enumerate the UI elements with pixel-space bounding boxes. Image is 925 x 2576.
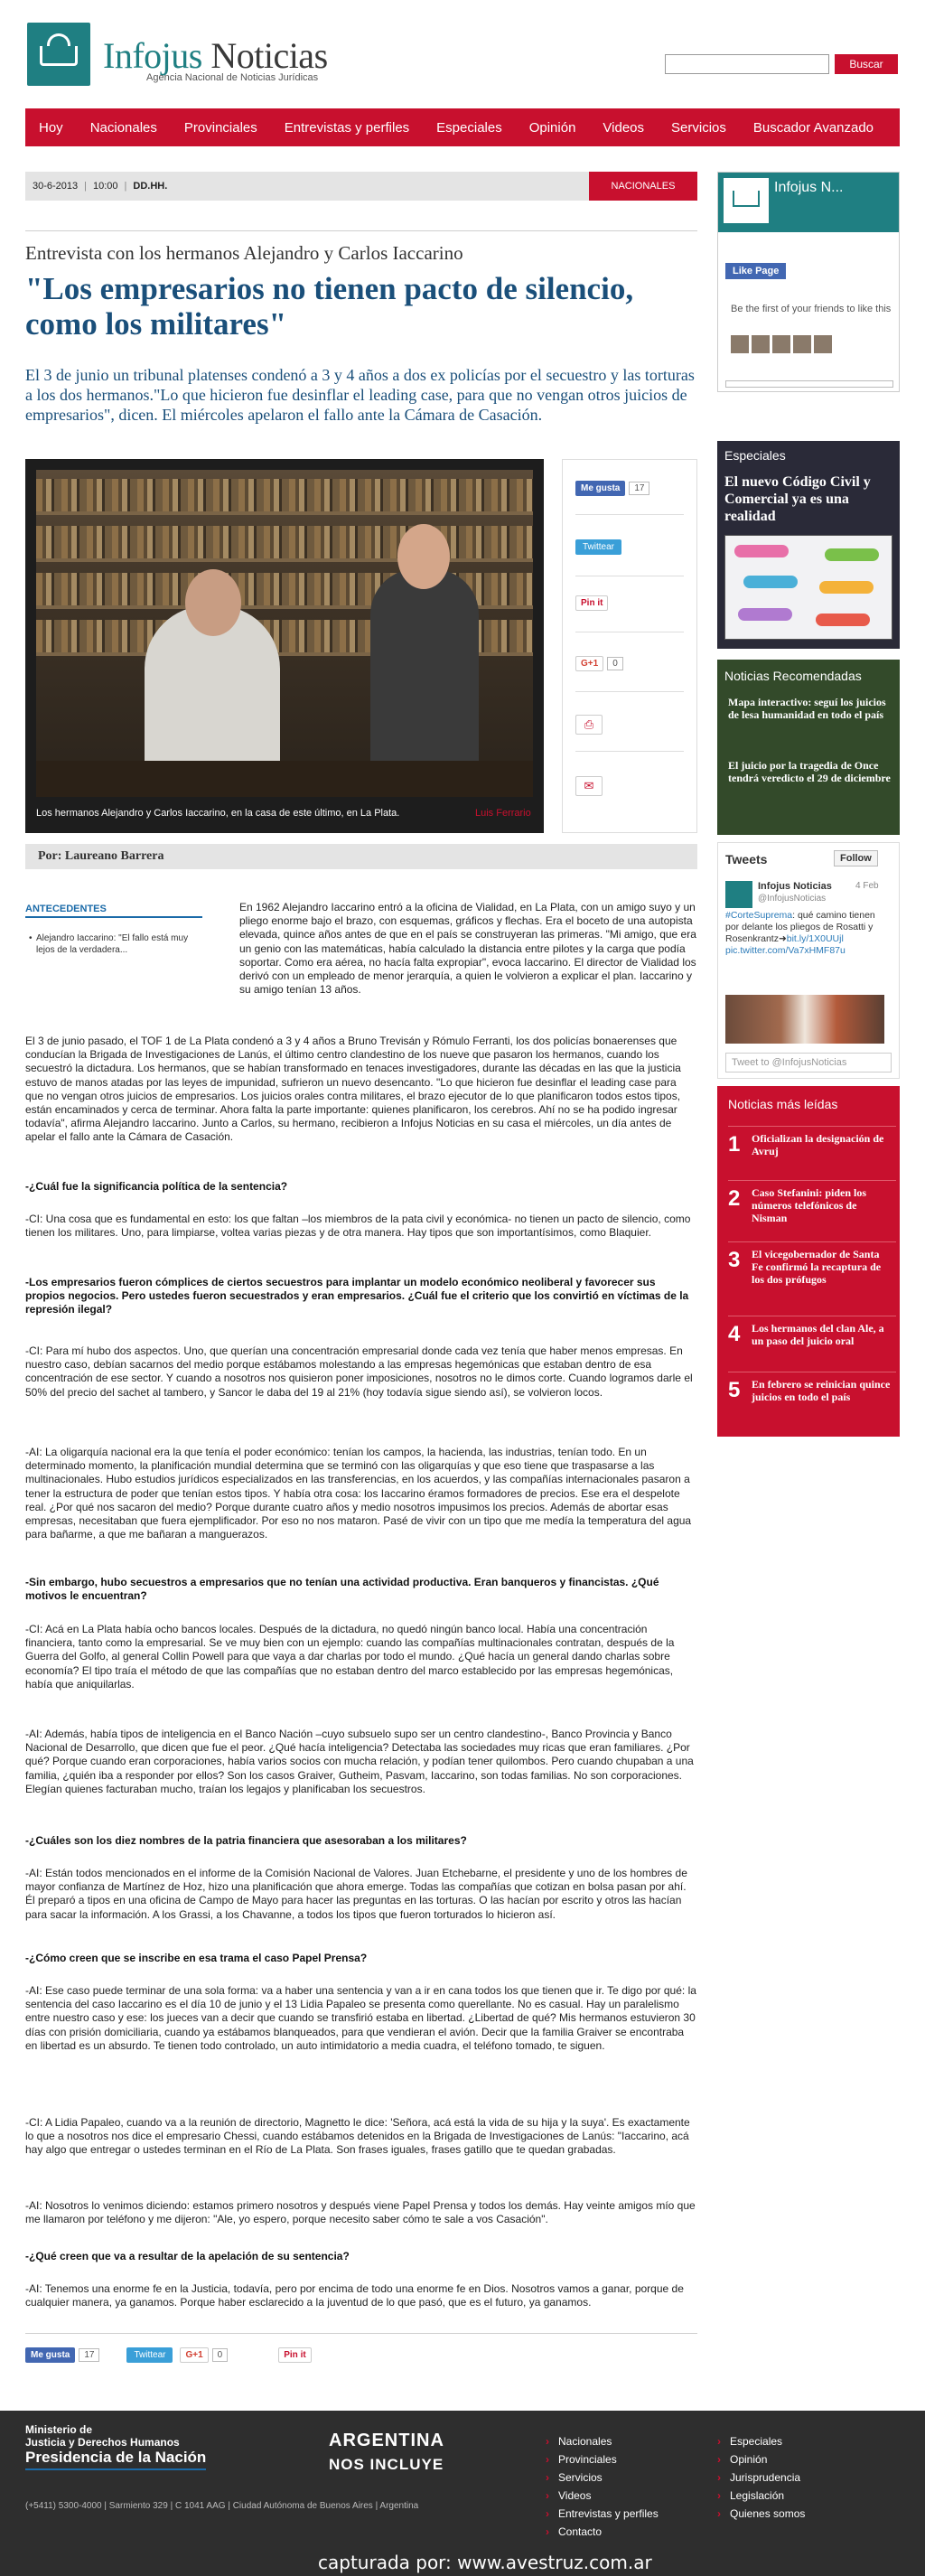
question-4: -¿Cuáles son los diez nombres de la patria financiera que asesoraban a los militares?	[25, 1834, 467, 1847]
most-read-title[interactable]: Los hermanos del clan Ale, a un paso del juicio oral	[752, 1322, 884, 1347]
antecedentes-rule	[25, 916, 202, 918]
answer-6: -AI: Están todos mencionados en el informe de la Comisión Nacional de Valores. Juan Etchebarne, el presidente y uno de los hombres de mayor confianza de Martínez de Hoz, hizo una planificación que ahora emerge. Todas las compañías que cotizan en bolsa pasan por ahí. Él preparó a tipos en una oficina de Campo de Mayo para hacer las preguntas en las torturas. O las hacían por escrito y otros las hacían para sacar la información. A los Grassi, a los Chavanne, a todos los tipos que fueron torturados lo hicieron así.	[25, 1867, 687, 1921]
gplus-count-bottom: 0	[212, 2348, 229, 2362]
answer-8: -CI: A Lidia Papaleo, cuando va a la reunión de directorio, Magnetto le dice: 'Señora, acá está la vida de su hija y la suya'. Es exactamente lo que a nosotros nos dice el empresario Chessi, cuando estábamos detenidos en la Brigada de Investigaciones de Lanús: "Iaccarino, acá hay algo que entregar o ustedes terminan en el Río de La Plata. Son frases iguales, frases gatillo que te quedan grabadas.	[25, 2116, 690, 2157]
footer-links-1	[546, 2432, 659, 2541]
tweet-link-2[interactable]: pic.twitter.com/Va7xHMF87u	[725, 945, 846, 956]
tweet-hashtag[interactable]: #CorteSuprema	[725, 910, 793, 921]
answer-3: -AI: La oligarquía nacional era la que tenía el poder económico: tenían los campos, la hacienda, las industrias, tenían todo. En un determinado momento, la planificación mundial determina que se terminó con las oligarquías y que eso tiene que traspasarse a las multinacionales. Hubo estudios jurídicos especializados en las transferencias, en los acuerdos, y las compañías internacionales pasaron a tener la estructura de poder que tenían estos tipos. Y había otra cosa: los Iaccarino éramos formadores de precios. Ese era el despelote real. ¿Por qué nos sacaron del medio? Porque durante cuatro años y medio nosotros impusimos los precios. Además de abortar esas empresas, necesitaban que fuera ejemplificador. Por eso no nos mataron. Pasé de vivir con un tipo que me medía la temperatura del agua para bañarme, a que me bañaran a manguerazos.	[25, 1446, 692, 1541]
brand-subtitle: Agencia Nacional de Noticias Jurídicas	[146, 72, 319, 83]
brand-b: Noticias	[210, 35, 328, 76]
capture-credit: capturada por: www.avestruz.com.ar	[318, 2552, 652, 2573]
twitter-follow-button[interactable]: Follow	[834, 850, 878, 866]
especiales-header: Especiales	[724, 448, 786, 463]
footer-link[interactable]: › Provinciales	[546, 2450, 659, 2468]
nav-buscador[interactable]: Buscador Avanzado	[752, 119, 874, 136]
tweet-text	[725, 910, 884, 957]
nav-provinciales[interactable]: Provinciales	[183, 119, 257, 136]
pinit-button[interactable]: Pin it	[575, 595, 608, 611]
footer-ministry[interactable]: Ministerio de Justicia y Derechos Humanos	[25, 2423, 180, 2449]
fb-page-logo	[724, 178, 769, 223]
article-section[interactable]: DD.HH.	[133, 181, 168, 192]
gplus-count: 0	[607, 657, 623, 670]
fb-count: 17	[629, 482, 649, 495]
footer-address: (+5411) 5300-4000 | Sarmiento 329 | C 1041 AAG | Ciudad Autónoma de Buenos Aires | Argentina	[25, 2501, 419, 2511]
tweet-link-1[interactable]: bit.ly/1X0UUjl	[786, 933, 844, 944]
antecedentes-title: ANTECEDENTES	[25, 904, 107, 914]
photo-caption: Los hermanos Alejandro y Carlos Iaccarino, en la casa de este último, en La Plata.	[36, 808, 400, 819]
most-read-number: 2	[728, 1186, 741, 1211]
most-read-title[interactable]: Oficializan la designación de Avruj	[752, 1132, 884, 1157]
most-read-number: 1	[728, 1132, 741, 1157]
most-read-item-5[interactable]	[728, 1372, 896, 1428]
especiales-widget[interactable]	[717, 441, 900, 649]
tweet-button[interactable]: Twittear	[575, 539, 621, 555]
question-3: -Sin embargo, hubo secuestros a empresarios que no tenían una actividad productiva. Eran banqueros y financistas. ¿Qué motivos le encuentran?	[25, 1576, 659, 1603]
tweet-date[interactable]: 4 Feb	[855, 881, 879, 891]
mas-leidas-widget	[717, 1086, 900, 1437]
body-p1: En 1962 Alejandro Iaccarino entró a la oficina de Vialidad, en La Plata, con un amigo suyo y un pliego enorme bajo el brazo, con esquemas, gráficos y flechas. Era el boceto de una autopista elevada, quince años antes de que en el país se construyeran las primeras. "Mi amigo, que era un genio con las matemáticas, había calculado la distancia entre pilotes y la carga que podía soportar. Como era aérea, no hacía falta expropiar", evoca Iaccarino. El director de Vialidad los derivó con un empleado de menor jerarquía, a quien le volvieron a explicar el plan. Iaccarino y su amigo tenían 13 años.	[239, 901, 696, 997]
fb-count-bottom: 17	[79, 2348, 99, 2362]
most-read-number: 4	[728, 1322, 741, 1346]
tweet-to-input[interactable]: Tweet to @InfojusNoticias	[725, 1053, 892, 1073]
facebook-widget	[717, 172, 900, 392]
nav-entrevistas[interactable]: Entrevistas y perfiles	[284, 119, 410, 136]
logo-icon[interactable]	[27, 23, 90, 86]
footer-link[interactable]: › Entrevistas y perfiles	[546, 2505, 659, 2523]
share-column	[562, 459, 697, 833]
most-read-item-4[interactable]	[728, 1316, 896, 1372]
answer-1: -CI: Una cosa que es fundamental en esto: los que faltan –los miembros de la pata civil y económica- no tienen un pacto de silencio, como tienen los militares. Uno, para limpiarse, voltea varias piezas y de otra manera. Hay tipos que son importantísimos, como Blaquier.	[25, 1213, 691, 1240]
nav-servicios[interactable]: Servicios	[671, 119, 726, 136]
most-read-item-1[interactable]	[728, 1126, 896, 1180]
article-meta: 30-6-2013 | 10:00 | DD.HH.	[25, 172, 697, 201]
search-button[interactable]: Buscar	[835, 54, 898, 74]
footer-link[interactable]: › Opinión	[717, 2450, 805, 2468]
article-lead: El 3 de junio un tribunal platenses condenó a 3 y 4 años a dos ex policías por el secuestro y las torturas a los dos hermanos."Lo que hicieron fue desinflar el leading case, para que no vengan otros juicios de empresarios", dicen. El miércoles apelaron el fallo ante la Cámara de Casación.	[25, 366, 695, 424]
fb-like-share[interactable]	[575, 482, 649, 495]
twitter-name[interactable]: Infojus Noticias	[758, 881, 832, 892]
site-header	[25, 18, 900, 90]
footer-link[interactable]: › Jurisprudencia	[717, 2468, 805, 2487]
nav-opinion[interactable]: Opinión	[528, 119, 576, 136]
most-read-number: 3	[728, 1248, 741, 1272]
most-read-item-2[interactable]	[728, 1180, 896, 1241]
answer-5: -AI: Además, había tipos de inteligencia en el Banco Nación –cuyo subsuelo supo ser un centro clandestino-, Banco Provincia y Banco Nacional de Desarrollo, que dicen que fue el peor. ¿Qué hacía inteligencia? Detectaba las sociedades muy ricas que eran familiares. ¿Por qué? Porque cuando eran corporaciones, había varios socios con mucha relación, y podían tener quilombos. Pero cuando chupaban a una familia, ¿quién iba a responder por ellos? Son los casos Graiver, Gutheim, Pasvam, Iaccarino, son todas familias. No son corporaciones. Elegían quienes facturaban mucho, traían los legajos y planificaban los secuestros.	[25, 1728, 694, 1795]
recommended-link-2[interactable]: El juicio por la tragedia de Once tendrá veredicto el 29 de diciembre	[728, 759, 891, 784]
twitter-avatar[interactable]	[725, 881, 752, 908]
tweets-header: Tweets	[725, 852, 768, 866]
footer-link[interactable]: › Especiales	[717, 2432, 805, 2450]
most-read-title[interactable]: Caso Stefanini: piden los números telefónicos de Nisman	[752, 1186, 867, 1224]
article-date: 30-6-2013	[33, 181, 79, 192]
question-5: -¿Cómo creen que se inscribe en esa trama el caso Papel Prensa?	[25, 1952, 368, 1964]
section-tag-button[interactable]: NACIONALES	[589, 172, 697, 201]
nav-videos[interactable]: Videos	[603, 119, 645, 136]
main-nav	[25, 108, 900, 146]
question-1: -¿Cuál fue la significancia política de la sentencia?	[25, 1180, 288, 1193]
mas-leidas-header: Noticias más leídas	[728, 1097, 838, 1111]
fb-friend-faces	[731, 335, 832, 353]
brand-logo[interactable]	[103, 34, 328, 77]
fb-page-title: Infojus N...	[774, 180, 844, 195]
bottom-share	[25, 2347, 312, 2363]
recomendadas-header: Noticias Recomendadas	[724, 669, 862, 683]
footer-link[interactable]: › Servicios	[546, 2468, 659, 2487]
nav-especiales[interactable]: Especiales	[436, 119, 502, 136]
recommended-link-1[interactable]: Mapa interactivo: seguí los juicios de lesa humanidad en todo el país	[728, 696, 886, 721]
answer-10: -AI: Tenemos una enorme fe en la Justicia, todavía, pero por encima de todo una enorme fe en Dios. Nosotros vamos a ganar, porque de cualquier manera, ya ganamos. Porque haber esclarecido a la juventud de lo que pasó, que es el futuro, ya ganamos.	[25, 2282, 684, 2309]
answer-4: -CI: Acá en La Plata había ocho bancos locales. Después de la dictadura, no quedó ningún banco local. Había una concentración financiera, tanto como la empresarial. Se ve muy bien con un ejemplo: cuando las compañías multinacionales contratan, después de la Guerra del Golfo, al general Collin Powell para que vaya a dar charlas por todo el mundo. ¿Qué hacía un general dando charlas sobre economía? El tipo traía el método de que las compañías que no estaban dentro del marco establecido por las empresas hegemónicas, había que aniquilarlas.	[25, 1623, 675, 1691]
footer-presidency[interactable]: Presidencia de la Nación	[25, 2449, 206, 2470]
photo-image	[36, 470, 533, 797]
twitter-widget	[717, 842, 900, 1079]
footer-link[interactable]: › Videos	[546, 2487, 659, 2505]
email-icon[interactable]: ✉	[575, 776, 603, 796]
footer-links-2	[717, 2432, 805, 2523]
tweet-body: : qué camino tienen por delante los pliegos de Rosatti y Rosenkrantz➜	[725, 910, 875, 944]
most-read-number: 5	[728, 1378, 741, 1402]
question-2: -Los empresarios fueron cómplices de ciertos secuestros para implantar un modelo económico neoliberal y favorecer sus propios negocios. Pero ustedes fueron secuestrados y eran empresarios. ¿Cuál fue el criterio que los convirtió en víctimas de la represión ilegal?	[25, 1276, 689, 1316]
fb-page-banner[interactable]	[718, 173, 899, 232]
footer-link[interactable]: › Quienes somos	[717, 2505, 805, 2523]
most-read-item-3[interactable]	[728, 1241, 896, 1316]
tweet-button-bottom[interactable]: Twittear	[126, 2347, 173, 2363]
article-author: Por: Laureano Barrera	[25, 844, 697, 869]
fb-first-text: Be the first of your friends to like this	[731, 304, 892, 314]
footer-argentina: ARGENTINA	[329, 2431, 444, 2450]
article-time: 10:00	[93, 181, 118, 192]
site-footer	[0, 2411, 925, 2576]
fb-like-button-bottom[interactable]: Me gusta	[25, 2347, 75, 2363]
most-read-title[interactable]: El vicegobernador de Santa Fe confirmó la recaptura de los dos prófugos	[752, 1248, 882, 1286]
footer-link[interactable]: › Legislación	[717, 2487, 805, 2505]
especiales-title[interactable]: El nuevo Código Civil y Comercial ya es una realidad	[724, 474, 871, 524]
answer-7: -AI: Ese caso puede terminar de una sola forma: va a haber una sentencia y van a ir en cana todos los que tienen que ir. Te digo por qué: la sentencia del caso Iaccarino es el día 10 de junio y el 13 Lidia Papaleo se presenta como querellante. No es casual. Hay un paralelismo entre nuestro caso y ese: los jueces van a decir que cuando se transfirió estaba en libertad. ¿Libertad de qué? Mis hermanos estuvieron 30 días con prisión domiciliaria, cuando ya estábamos blanqueados, para que vendieran el avión. Decir que la familia Graiver se encontraba en libertad es un absurdo. Te tienen todo controlado, un auto intimidatorio a media cuadra, el teléfono tomado, te siguen.	[25, 1984, 696, 2052]
print-icon[interactable]: ⎙	[575, 715, 603, 735]
divider	[25, 230, 697, 231]
search-input[interactable]	[665, 54, 829, 74]
fb-scrollbar[interactable]	[725, 380, 893, 388]
pinit-button-bottom[interactable]: Pin it	[278, 2347, 311, 2363]
footer-link[interactable]: › Nacionales	[546, 2432, 659, 2450]
tweet-image[interactable]	[725, 995, 884, 1044]
fb-like-button[interactable]: Me gusta	[575, 481, 625, 496]
footer-link[interactable]: › Contacto	[546, 2523, 659, 2541]
article-photo	[25, 459, 544, 833]
question-6: -¿Qué creen que va a resultar de la apelación de su sentencia?	[25, 2250, 350, 2262]
photo-credit: Luis Ferrario	[475, 808, 531, 819]
divider	[25, 2333, 697, 2334]
article-headline: "Los empresarios no tienen pacto de silencio, como los militares"	[25, 271, 634, 342]
recomendadas-widget	[717, 660, 900, 835]
antecedentes-link[interactable]: • Alejandro Iaccarino: "El fallo está muy lejos de la verdadera...	[36, 932, 199, 956]
article-kicker: Entrevista con los hermanos Alejandro y Carlos Iaccarino	[25, 242, 463, 264]
nav-hoy[interactable]: Hoy	[39, 119, 63, 136]
twitter-handle[interactable]: @InfojusNoticias	[758, 894, 827, 904]
answer-9: -AI: Nosotros lo venimos diciendo: estamos primero nosotros y después viene Papel Prensa y todos los demás. Hay veinte amigos mío que me llamaron por teléfono y me dijeron: "Ale, yo espero, porque necesito saber cómo te sale a vos Casación".	[25, 2199, 696, 2226]
gplus-button[interactable]: G+1	[575, 656, 603, 671]
most-read-title[interactable]: En febrero se reinician quince juicios en todo el país	[752, 1378, 891, 1403]
fb-like-page-button[interactable]: Like Page	[725, 263, 786, 279]
especiales-image[interactable]	[724, 535, 892, 640]
answer-2: -CI: Para mí hubo dos aspectos. Uno, que querían una concentración empresarial donde cada vez tenía que haber menos empresas. En nuestro caso, debían sacarnos del medio porque estábamos molestando a las empresas hegemónicas que estaban dentro de esa concentración de ese sector. Y cuando a nosotros nos quisieron poner imposiciones, nosotros no le dimos corte. Cuando logramos darle el 50% del precio del sachet al tambero, y Sancor le daba del 19 al 21% (hoy todavía sigue siendo así), se volvieron locos.	[25, 1344, 693, 1399]
brand-a: Infojus	[103, 35, 202, 76]
footer-incluye: NOS INCLUYE	[329, 2456, 444, 2473]
gplus-button-bottom[interactable]: G+1	[180, 2347, 208, 2363]
body-p2: El 3 de junio pasado, el TOF 1 de La Plata condenó a 3 y 4 años a Bruno Trevisán y Rómulo Ferranti, los dos policías bonaerenses que conducían la Brigada de Investigaciones de Lanús, el último centro clandestino de los nueve que pasaron los hermanos, cuando los secuestró la dictadura. Los hermanos, que se habían transformado en tenaces investigadores, durante las décadas en las que la justicia estuvo de manos atadas por las leyes de impunidad, sufrieron un nuevo desencanto. "Lo que hicieron fue desinflar el leading case para que no vengan otros juicios de empresarios. Los juicios orales contra militares, el brazo ejecutor de lo que planificaron todos estos tipos, están encaminados y cerca de terminar. Ahora falta la parte importante: quienes planificaron, los cerebros. Ahí no se ha podido ingresar todavía", afirma Alejandro Iaccarino. Junto a Carlos, su hermano, recibieron a Infojus Noticias en su casa el miércoles, un día antes de apelar el fallo ante la Cámara de Casación.	[25, 1035, 681, 1144]
nav-nacionales[interactable]: Nacionales	[89, 119, 157, 136]
